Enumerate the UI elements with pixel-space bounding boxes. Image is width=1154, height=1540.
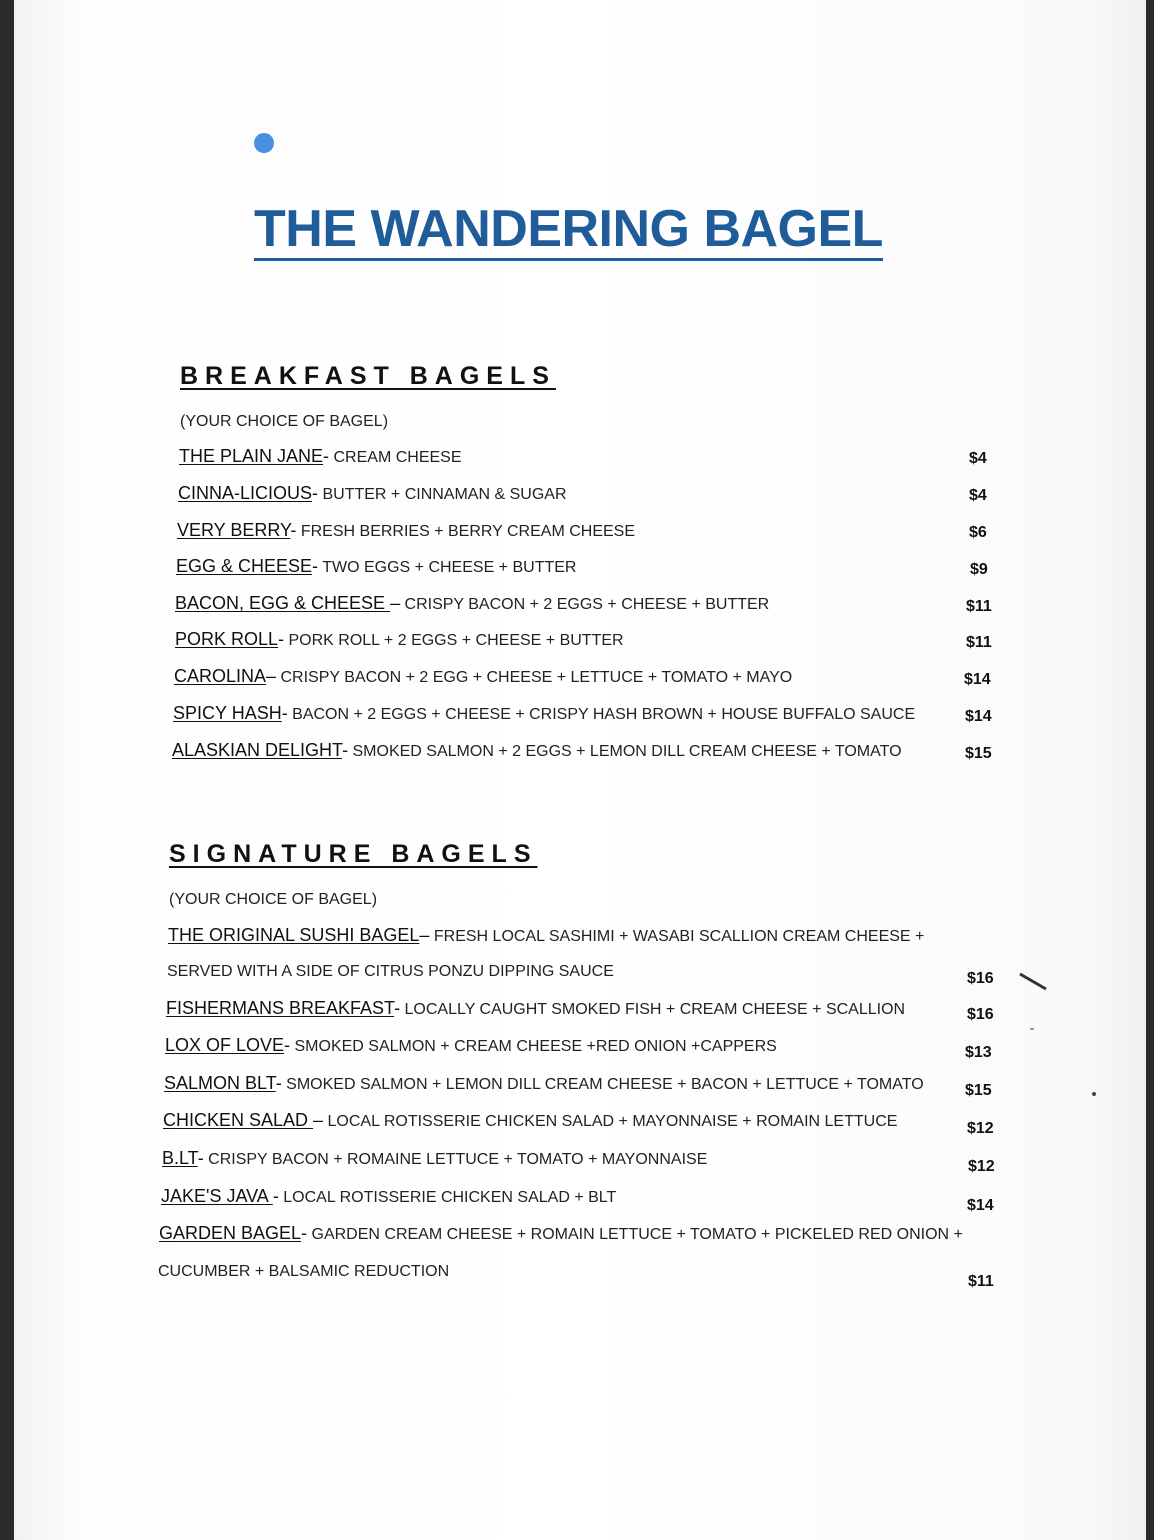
menu-item — [179, 446, 462, 467]
item-description: CRISPY BACON + ROMAINE LETTUCE + TOMATO + MAYONNAISE — [203, 1151, 708, 1168]
item-separator: - — [312, 556, 319, 576]
item-price: $12 — [968, 1158, 995, 1175]
menu-item — [175, 629, 624, 650]
item-separator: – — [266, 666, 277, 686]
item-description: TWO EGGS + CHEESE + BUTTER — [318, 559, 577, 576]
menu-item — [164, 1073, 924, 1094]
menu-item — [168, 925, 924, 946]
menu-item — [162, 1148, 707, 1169]
menu-item — [174, 666, 792, 687]
item-name: PORK ROLL — [175, 629, 279, 649]
menu-item — [177, 520, 635, 541]
item-description: GARDEN CREAM CHEESE + ROMAIN LETTUCE + TOMATO + PICKELED RED ONION + — [307, 1226, 963, 1243]
item-name: B.LT — [162, 1148, 198, 1168]
item-name: SPICY HASH — [173, 703, 282, 723]
item-price: $14 — [965, 708, 992, 725]
item-separator: - — [342, 740, 349, 760]
menu-item — [175, 593, 769, 614]
item-name: JAKE'S JAVA — [161, 1186, 273, 1206]
item-description: BUTTER + CINNAMAN & SUGAR — [318, 486, 567, 503]
item-description: CREAM CHEESE — [329, 449, 462, 466]
item-price: $6 — [969, 524, 987, 541]
menu-item — [166, 998, 905, 1019]
item-separator: - — [281, 703, 288, 723]
item-name: CINNA-LICIOUS — [178, 483, 313, 503]
item-separator: - — [290, 520, 297, 540]
item-name: CHICKEN SALAD — [163, 1110, 314, 1130]
item-price: $15 — [965, 745, 992, 762]
item-price: $11 — [966, 598, 992, 615]
item-description: SMOKED SALMON + LEMON DILL CREAM CHEESE + BACON + LETTUCE + TOMATO — [281, 1076, 924, 1093]
item-separator: - — [272, 1186, 279, 1206]
item-separator: - — [323, 446, 330, 466]
item-description: LOCALLY CAUGHT SMOKED FISH + CREAM CHEESE + SCALLION — [400, 1001, 906, 1018]
blue-dot-mark — [254, 133, 274, 153]
section-header-signature: SIGNATURE BAGELS — [169, 840, 538, 868]
item-name: CAROLINA — [174, 666, 267, 686]
item-separator: – — [390, 593, 401, 613]
item-price: $14 — [967, 1197, 994, 1214]
item-name: ALASKIAN DELIGHT — [172, 740, 343, 760]
item-separator: - — [394, 998, 401, 1018]
item-separator: – — [313, 1110, 324, 1130]
item-price: $11 — [968, 1273, 994, 1290]
item-price: $9 — [970, 561, 988, 578]
item-name: GARDEN BAGEL — [159, 1223, 302, 1243]
item-name: VERY BERRY — [177, 520, 291, 540]
item-separator: - — [301, 1223, 308, 1243]
restaurant-title: THE WANDERING BAGEL — [254, 200, 883, 261]
item-separator: – — [419, 925, 430, 945]
section-header-breakfast: BREAKFAST BAGELS — [180, 362, 556, 390]
item-name: LOX OF LOVE — [165, 1035, 285, 1055]
item-price: $13 — [965, 1044, 992, 1061]
item-description: SMOKED SALMON + CREAM CHEESE +RED ONION +CAPPERS — [290, 1038, 777, 1055]
item-separator: - — [312, 483, 319, 503]
item-price: $4 — [969, 450, 987, 467]
menu-item-continued — [158, 1263, 449, 1281]
item-description: BACON + 2 EGGS + CHEESE + CRISPY HASH BROWN + HOUSE BUFFALO SAUCE — [287, 706, 916, 723]
item-name: THE PLAIN JANE — [179, 446, 324, 466]
menu-item — [161, 1186, 616, 1207]
item-name: BACON, EGG & CHEESE — [175, 593, 391, 613]
item-price: $12 — [967, 1120, 994, 1137]
menu-item — [176, 556, 576, 577]
item-separator: - — [197, 1148, 204, 1168]
item-separator: - — [275, 1073, 282, 1093]
item-price: $15 — [965, 1082, 992, 1099]
menu-item — [163, 1110, 897, 1131]
ink-dot — [1030, 1028, 1034, 1030]
item-description-line2: CUCUMBER + BALSAMIC REDUCTION — [158, 1263, 450, 1280]
item-description: CRISPY BACON + 2 EGG + CHEESE + LETTUCE + TOMATO + MAYO — [276, 669, 793, 686]
item-description: SMOKED SALMON + 2 EGGS + LEMON DILL CREAM CHEESE + TOMATO — [348, 743, 902, 760]
item-price: $16 — [967, 1006, 994, 1023]
menu-item — [178, 483, 567, 504]
item-separator: - — [278, 629, 285, 649]
item-description-line2: SERVED WITH A SIDE OF CITRUS PONZU DIPPING SAUCE — [167, 963, 614, 980]
item-price: $4 — [969, 487, 987, 504]
ink-dot — [1092, 1092, 1096, 1096]
breakfast-choice-note: (YOUR CHOICE OF BAGEL) — [180, 413, 389, 430]
item-price: $11 — [966, 634, 992, 651]
item-price: $16 — [967, 970, 994, 987]
signature-choice-note: (YOUR CHOICE OF BAGEL) — [169, 891, 378, 908]
item-description: PORK ROLL + 2 EGGS + CHEESE + BUTTER — [284, 632, 624, 649]
item-name: THE ORIGINAL SUSHI BAGEL — [168, 925, 420, 945]
item-name: EGG & CHEESE — [176, 556, 313, 576]
menu-item — [165, 1035, 777, 1056]
item-description: FRESH LOCAL SASHIMI + WASABI SCALLION CREAM CHEESE + — [429, 928, 925, 945]
menu-item — [173, 703, 915, 724]
menu-item — [159, 1223, 963, 1244]
item-separator: - — [284, 1035, 291, 1055]
item-description: LOCAL ROTISSERIE CHICKEN SALAD + MAYONNAISE + ROMAIN LETTUCE — [323, 1113, 898, 1130]
menu-item-continued — [167, 963, 614, 981]
item-description: FRESH BERRIES + BERRY CREAM CHEESE — [296, 523, 636, 540]
item-price: $14 — [964, 671, 991, 688]
item-name: FISHERMANS BREAKFAST — [166, 998, 395, 1018]
item-description: CRISPY BACON + 2 EGGS + CHEESE + BUTTER — [400, 596, 770, 613]
menu-item — [172, 740, 902, 761]
item-description: LOCAL ROTISSERIE CHICKEN SALAD + BLT — [278, 1189, 617, 1206]
item-name: SALMON BLT — [164, 1073, 276, 1093]
